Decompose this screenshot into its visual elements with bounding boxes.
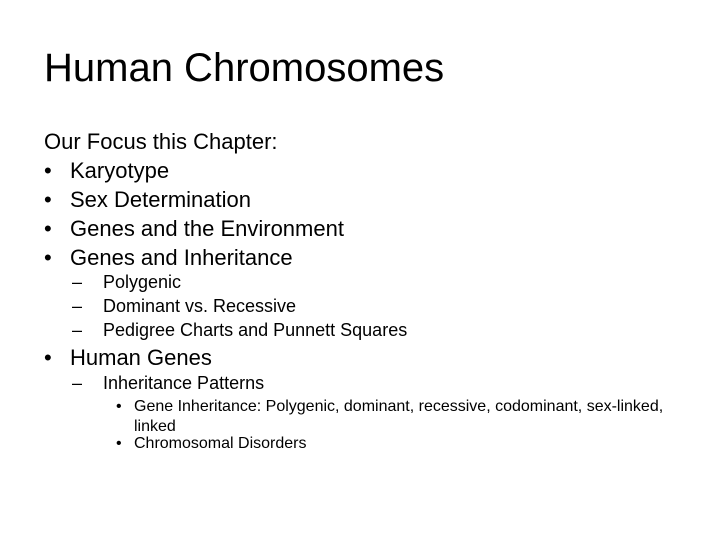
dash-glyph: –	[72, 373, 83, 393]
bullet-glyph: •	[116, 435, 122, 452]
subitem-pedigree-punnett: – Pedigree Charts and Punnett Squares	[72, 320, 408, 340]
bullet-glyph: •	[44, 245, 52, 270]
focus-heading: Our Focus this Chapter:	[44, 129, 278, 154]
dash-glyph: –	[72, 272, 83, 292]
subsubitem-chromosomal-disorders: • Chromosomal Disorders	[116, 435, 307, 452]
bullet-glyph: •	[44, 216, 52, 241]
subitem-dominant-recessive: – Dominant vs. Recessive	[72, 296, 297, 316]
subitem-inheritance-patterns: – Inheritance Patterns	[72, 373, 265, 393]
slide-title: Human Chromosomes	[44, 46, 445, 90]
dash-glyph: –	[72, 320, 83, 340]
bullet-glyph: •	[44, 158, 52, 183]
subsubitem-gene-inheritance: • Gene Inheritance: Polygenic, dominant, recessive, codominant, sex-linked, linked	[116, 398, 664, 435]
subitem-polygenic: – Polygenic	[72, 272, 182, 292]
bullet-glyph: •	[116, 398, 122, 415]
bullet-human-genes: • Human Genes	[44, 345, 212, 370]
dash-glyph: –	[72, 296, 83, 316]
bullet-glyph: •	[44, 345, 52, 370]
bullet-sex-determination: • Sex Determination	[44, 187, 251, 212]
bullet-karyotype: • Karyotype	[44, 158, 170, 183]
bullet-genes-inheritance: • Genes and Inheritance	[44, 245, 293, 270]
bullet-genes-environment: • Genes and the Environment	[44, 216, 344, 241]
bullet-glyph: •	[44, 187, 52, 212]
